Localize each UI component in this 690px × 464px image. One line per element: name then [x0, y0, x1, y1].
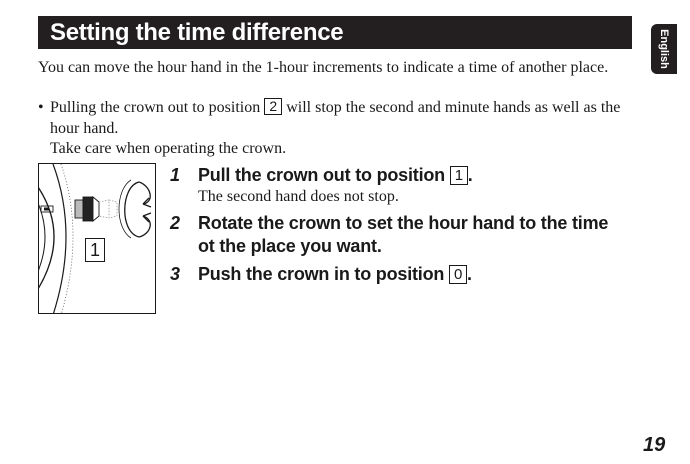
rotate-arrows-icon [119, 180, 151, 238]
step-3-text: Push the crown in to position 0 . [198, 264, 472, 284]
language-tab-label: English [658, 29, 670, 69]
step-2-text: Rotate the crown to set the hour hand to the time ot the place you want. [198, 213, 609, 256]
step-1-subtext: The second hand does not stop. [198, 188, 399, 205]
bullet-text-part1: Pulling the crown out to position [50, 99, 261, 116]
note-bullet [38, 98, 638, 160]
position-box-0: 0 [449, 265, 467, 284]
step-2-number: 2 [170, 213, 181, 233]
crown-diagram [38, 163, 156, 314]
bullet-text-part2: will stop the second and minute hands as well as the hour hand. [50, 99, 621, 137]
page-number: 19 [643, 434, 666, 456]
step-3-number: 3 [170, 264, 181, 284]
section-title: Setting the time difference [38, 16, 632, 49]
step-1-text: Pull the crown out to position 1 . [198, 165, 473, 185]
bullet-body [38, 98, 638, 160]
language-tab [651, 24, 677, 74]
care-note: Take care when operating the crown. [50, 140, 287, 157]
watch-case-icon [39, 164, 73, 314]
intro-paragraph: You can move the hour hand in the 1-hour increments to indicate a time of another place. [38, 59, 609, 76]
crown-icon [75, 197, 117, 221]
bullet-marker: • [38, 99, 44, 116]
diagram-position-label: 1 [85, 238, 105, 262]
position-box-2: 2 [264, 98, 282, 115]
position-box-1: 1 [450, 166, 468, 185]
step-1-number: 1 [170, 165, 181, 185]
